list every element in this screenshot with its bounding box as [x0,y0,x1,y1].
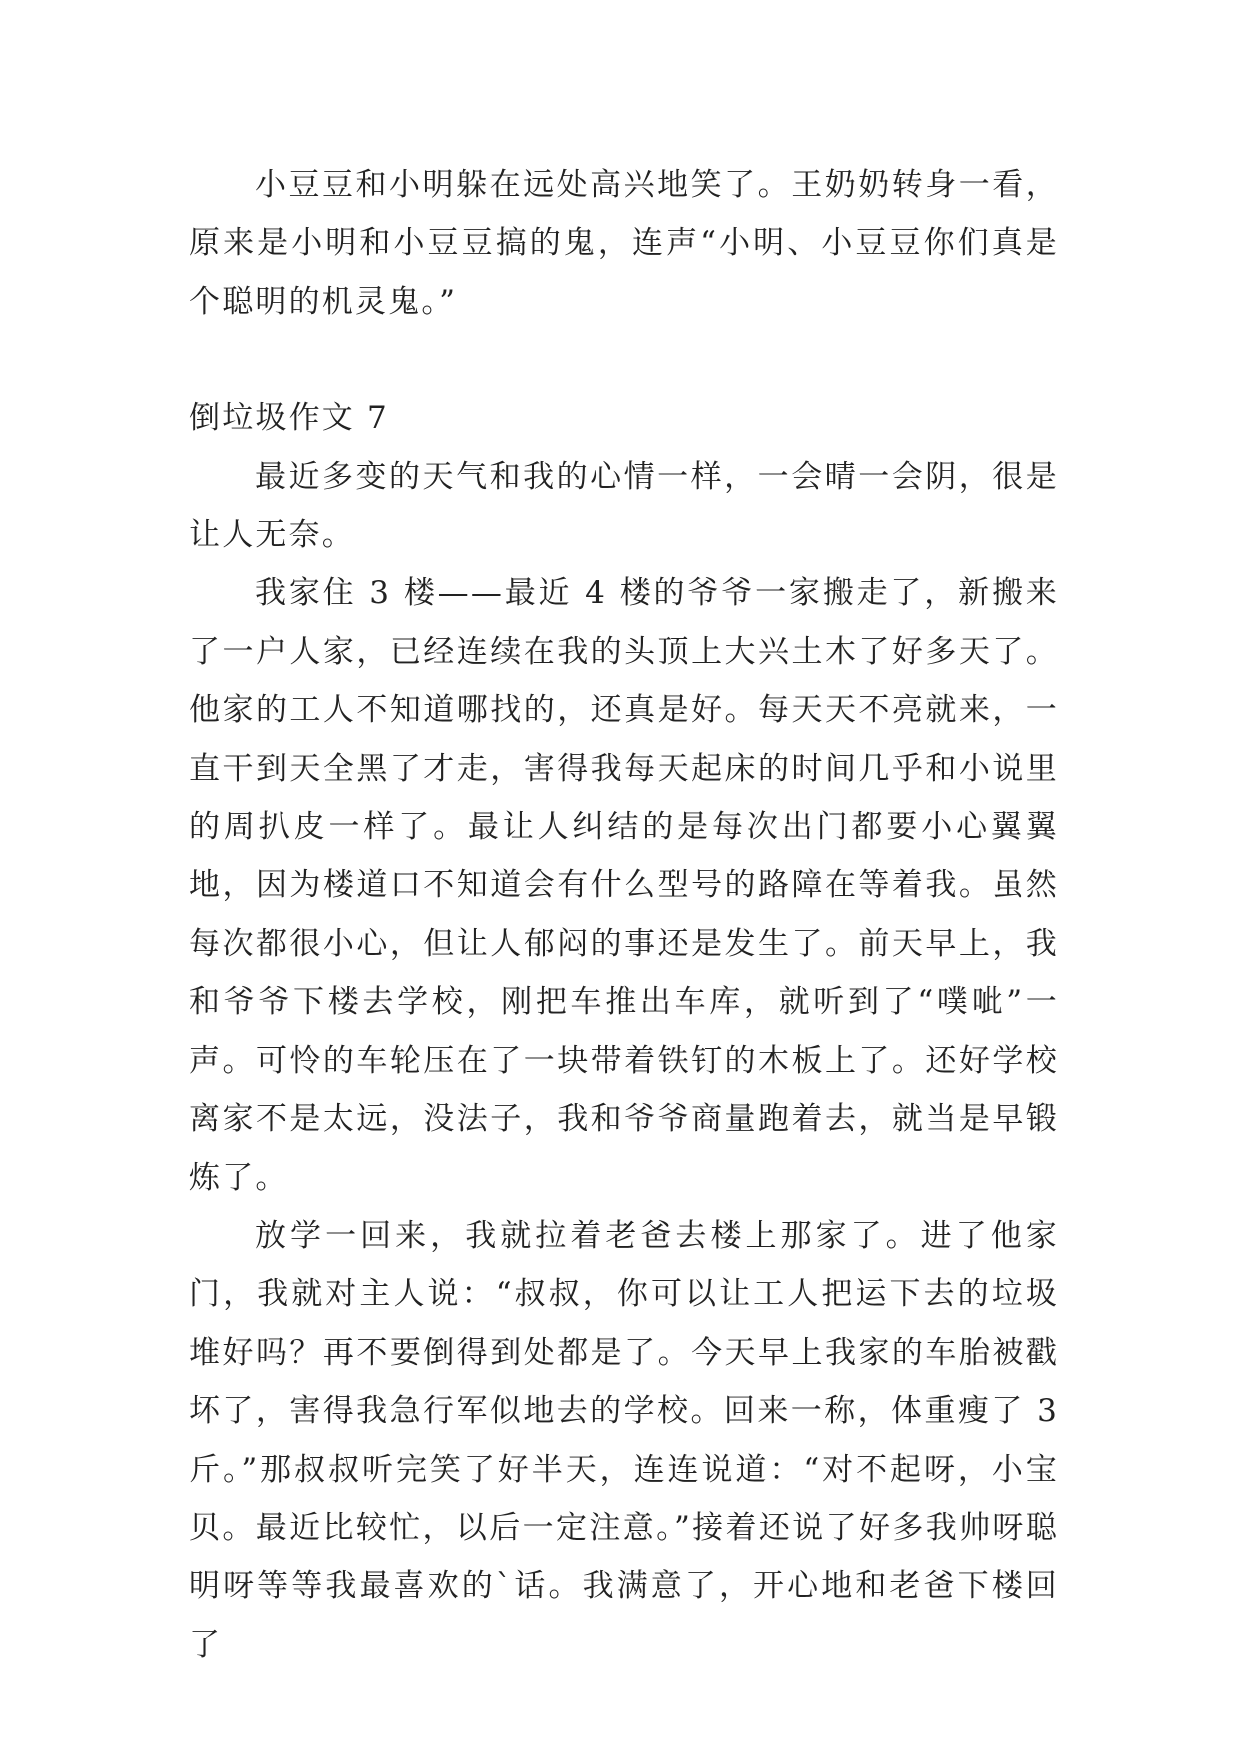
intro-paragraph: 小豆豆和小明躲在远处高兴地笑了。王奶奶转身一看，原来是小明和小豆豆搞的鬼，连声“小明、小豆豆你们真是个聪明的机灵鬼。” [189,167,1059,320]
document-body [189,156,1059,1674]
section-title: 倒垃圾作文 7 [189,400,389,437]
paragraph-2: 我家住 3 楼——最近 4 楼的爷爷一家搬走了，新搬来了一户人家，已经连续在我的头顶上大兴土木了好多天了。他家的工人不知道哪找的，还真是好。每天天不亮就来，一直干到天全黑了才走，害得我每天起床的时间几乎和小说里的周扒皮一样了。最让人纠结的是每次出门都要小心翼翼地，因为楼道口不知道会有什么型号的路障在等着我。虽然每次都很小心，但让人郁闷的事还是发生了。前天早上，我和爷爷下楼去学校，刚把车推出车库，就听到了“噗呲”一声。可怜的车轮压在了一块带着铁钉的木板上了。还好学校离家不是太远，没法子，我和爷爷商量跑着去，就当是早锻炼了。 [189,575,1059,1196]
paragraph-1: 最近多变的天气和我的心情一样，一会晴一会阴，很是让人无奈。 [189,458,1059,554]
paragraph-3: 放学一回来，我就拉着老爸去楼上那家了。进了他家门，我就对主人说：“叔叔，你可以让工人把运下去的垃圾堆好吗？再不要倒得到处都是了。今天早上我家的车胎被戳坏了，害得我急行军似地去的学校。回来一称，体重瘦了 3 斤。”那叔叔听完笑了好半天，连连说道：“对不起呀，小宝贝。最近比较忙，以后一定注意。”接着还说了好多我帅呀聪明呀等等我最喜欢的`话。我满意了，开心地和老爸下楼回了 [189,1217,1059,1663]
